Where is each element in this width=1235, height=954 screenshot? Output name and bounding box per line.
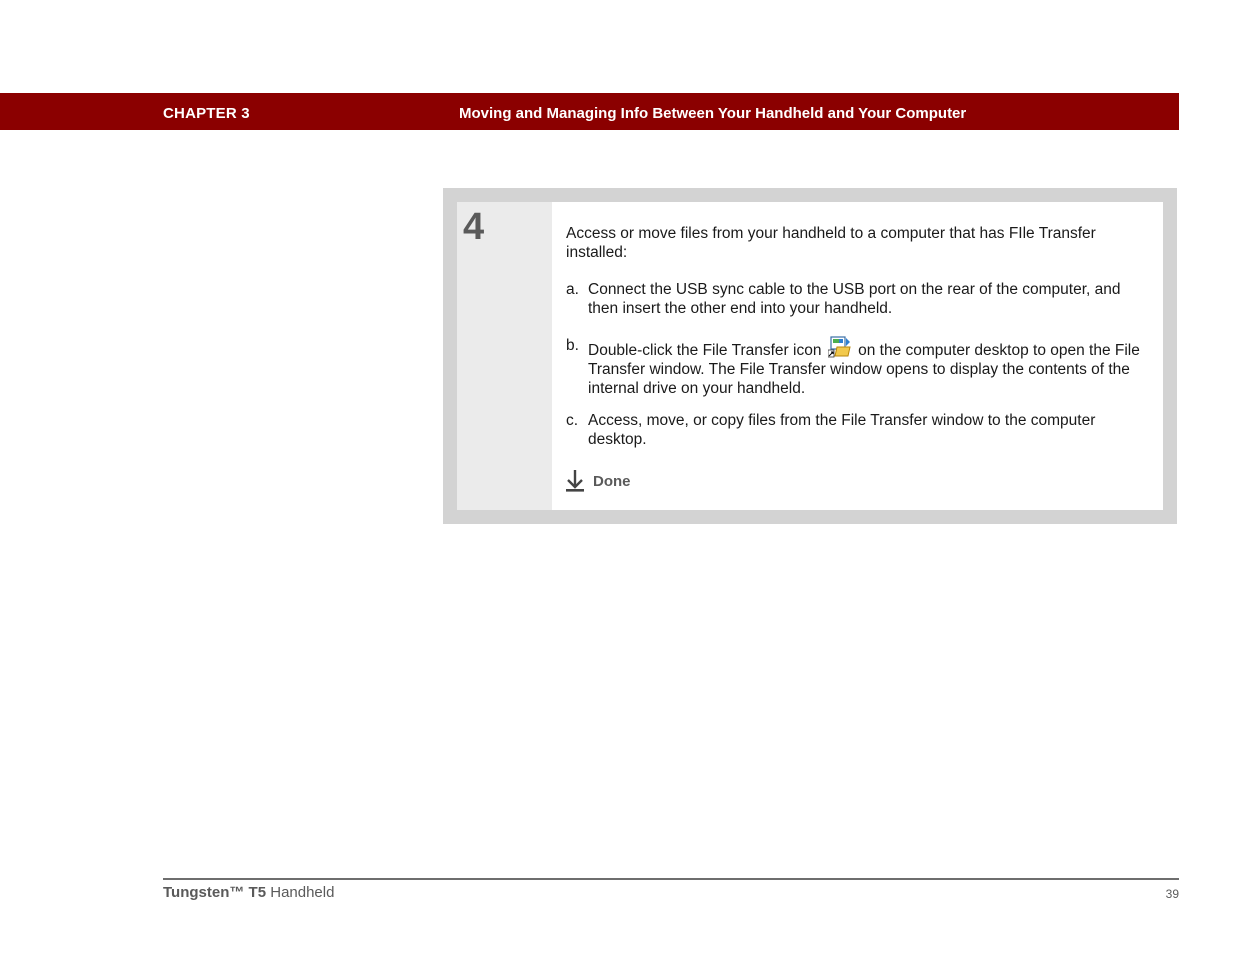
substep-c xyxy=(566,411,1151,449)
substep-marker: b. xyxy=(566,337,579,354)
substep-b xyxy=(566,336,1151,398)
step-number-column xyxy=(457,202,552,510)
step-intro: Access or move files from your handheld to a computer that has FIle Transfer installed: xyxy=(566,225,1096,261)
substep-text-before-icon: Double-click the File Transfer icon xyxy=(588,342,822,359)
substep-text xyxy=(588,336,1151,398)
step-number: 4 xyxy=(463,206,485,248)
substep-text: Connect the USB sync cable to the USB port on the rear of the computer, and then insert the other end into your handheld. xyxy=(588,281,1121,317)
substep-text-after-icon: on the computer desktop to open the File Transfer window. The File Transfer window opens to display the contents of the internal drive on your handheld. xyxy=(588,342,1140,397)
step-content xyxy=(552,202,1163,510)
chapter-label: CHAPTER 3 xyxy=(163,105,250,122)
done-label: Done xyxy=(593,473,631,490)
footer-product-name xyxy=(163,884,334,901)
substep-a xyxy=(566,280,1151,318)
chapter-header-bar xyxy=(0,93,1179,130)
footer-divider xyxy=(163,878,1179,880)
page-number: 39 xyxy=(1165,887,1179,901)
chapter-title: Moving and Managing Info Between Your Handheld and Your Computer xyxy=(459,105,967,122)
step-box xyxy=(443,188,1177,524)
substep-marker: a. xyxy=(566,281,579,298)
file-transfer-icon xyxy=(828,336,852,358)
done-arrow-icon xyxy=(566,469,584,493)
footer-product-bold: Tungsten™ T5 xyxy=(163,884,267,901)
substep-marker: c. xyxy=(566,412,579,429)
footer-product-rest: Handheld xyxy=(270,884,335,901)
substep-text: Access, move, or copy files from the File Transfer window to the computer desktop. xyxy=(588,412,1096,448)
